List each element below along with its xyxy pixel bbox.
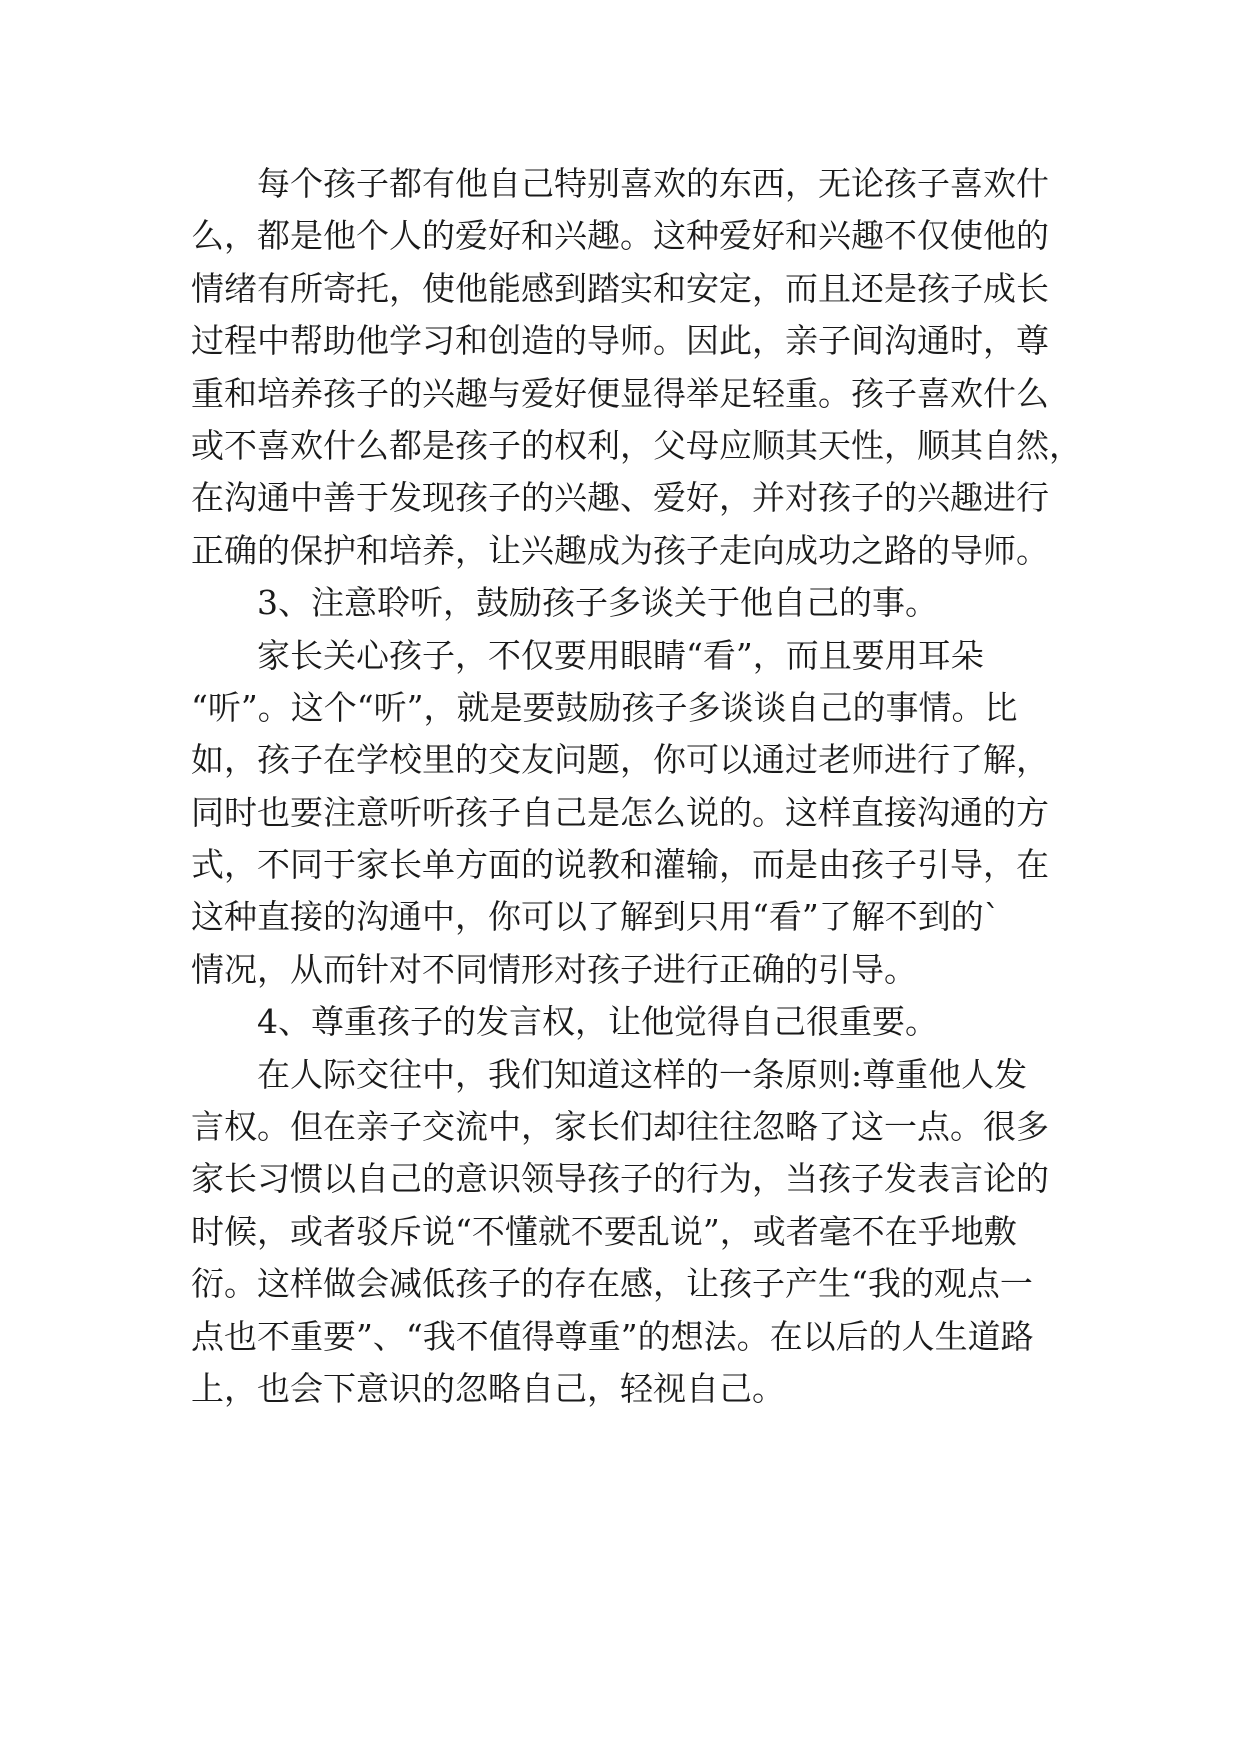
text-line: 重和培养孩子的兴趣与爱好便显得举足轻重。孩子喜欢什么 (191, 373, 1049, 413)
text-line: 么，都是他个人的爱好和兴趣。这种爱好和兴趣不仅使他的 (191, 216, 1049, 256)
text-line: 家长习惯以自己的意识领导孩子的行为，当孩子发表言论的 (191, 1159, 1049, 1199)
text-line: 这种直接的沟通中，你可以了解到只用“看”了解不到的` (191, 897, 1001, 937)
text-line: 时候，或者驳斥说“不懂就不要乱说”，或者毫不在乎地敷 (191, 1211, 1017, 1251)
text-line: 上，也会下意识的忽略自己，轻视自己。 (191, 1368, 785, 1408)
text-line: “听”。这个“听”，就是要鼓励孩子多谈谈自己的事情。比 (191, 687, 1018, 727)
text-line: 式，不同于家长单方面的说教和灌输，而是由孩子引导，在 (191, 845, 1049, 885)
text-line: 过程中帮助他学习和创造的导师。因此，亲子间沟通时，尊 (191, 321, 1049, 361)
text-line: 同时也要注意听听孩子自己是怎么说的。这样直接沟通的方 (191, 792, 1049, 832)
section-heading: 4、尊重孩子的发言权，让他觉得自己很重要。 (257, 1002, 938, 1042)
text-line: 点也不重要”、“我不值得尊重”的想法。在以后的人生道路 (191, 1316, 1034, 1356)
text-line: 正确的保护和培养，让兴趣成为孩子走向成功之路的导师。 (191, 530, 1049, 570)
section-heading: 3、注意聆听，鼓励孩子多谈关于他自己的事。 (257, 583, 938, 623)
text-line: 衍。这样做会减低孩子的存在感，让孩子产生“我的观点一 (191, 1264, 1033, 1304)
text-line: 在沟通中善于发现孩子的兴趣、爱好，并对孩子的兴趣进行 (191, 478, 1049, 518)
document-body (191, 158, 1082, 1415)
text-line: 每个孩子都有他自己特别喜欢的东西，无论孩子喜欢什 (257, 164, 1049, 203)
text-line: 如，孩子在学校里的交友问题，你可以通过老师进行了解， (191, 740, 1049, 780)
text-line: 在人际交往中，我们知道这样的一条原则:尊重他人发 (257, 1054, 1028, 1094)
text-line: 情况，从而针对不同情形对孩子进行正确的引导。 (191, 949, 917, 989)
text-line: 情绪有所寄托，使他能感到踏实和安定，而且还是孩子成长 (191, 268, 1049, 308)
text-line: 或不喜欢什么都是孩子的权利，父母应顺其天性，顺其自然， (191, 425, 1082, 465)
text-line: 家长关心孩子，不仅要用眼睛“看”，而且要用耳朵 (257, 635, 984, 675)
text-line: 言权。但在亲子交流中，家长们却往往忽略了这一点。很多 (191, 1107, 1049, 1147)
